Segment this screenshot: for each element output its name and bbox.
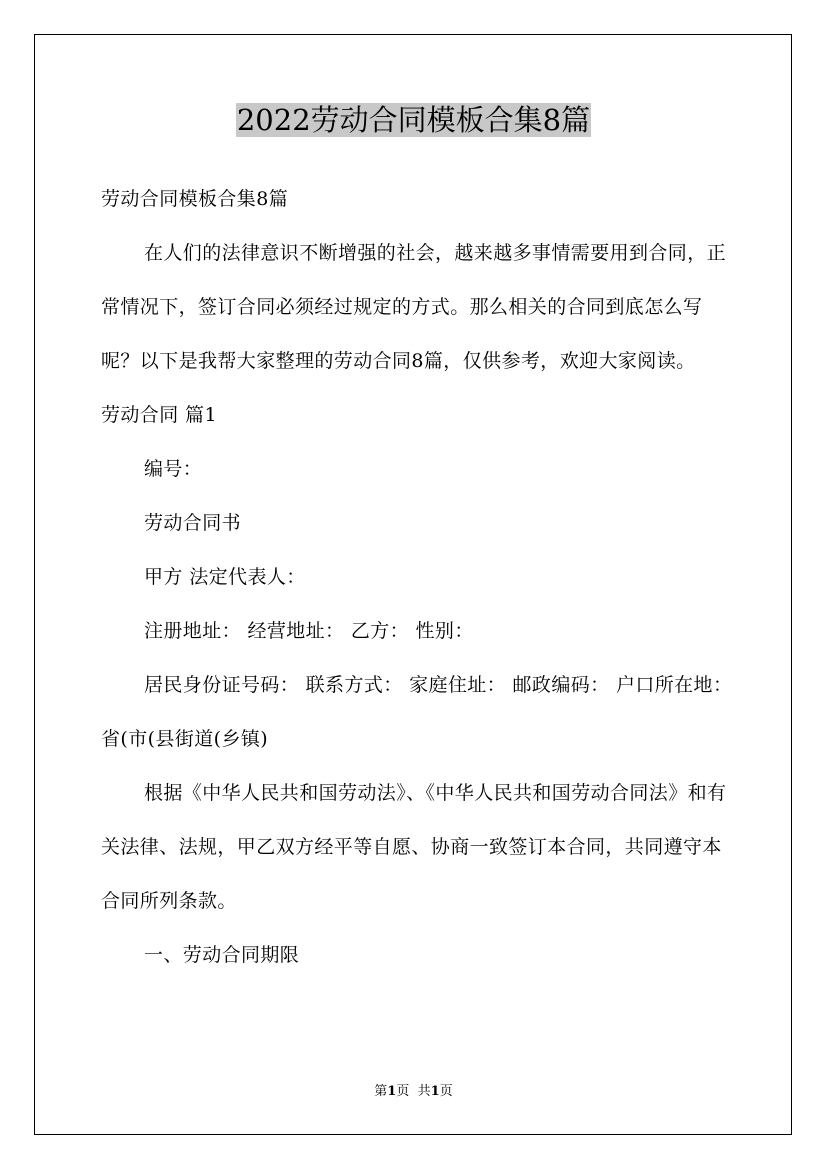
footer-total-prefix: 共 <box>417 1084 431 1099</box>
paragraph-0: 劳动合同模板合集8篇 <box>101 188 289 210</box>
paragraph-2: 劳动合同 篇1 <box>101 404 217 426</box>
paragraph-5: 甲方 法定代表人： <box>144 566 306 588</box>
document-title <box>0 100 827 140</box>
paragraph-4: 劳动合同书 <box>144 512 242 534</box>
document-body <box>101 172 741 982</box>
footer-page-suffix: 页 <box>396 1084 410 1099</box>
footer-prefix: 第 <box>374 1084 388 1099</box>
paragraph-8: 根据《中华人民共和国劳动法》、《中华人民共和国劳动合同法》和有关法律、法规，甲乙双方经平等自愿、协商一致签订本合同，共同遵守本合同所列条款。 <box>101 782 727 912</box>
paragraph-7: 居民身份证号码： 联系方式： 家庭住址： 邮政编码： 户口所在地：省(市(县街道(乡镇) <box>101 674 733 750</box>
footer-page-number: 1 <box>387 1084 397 1099</box>
footer-total-suffix: 页 <box>439 1084 453 1099</box>
footer-total-pages: 1 <box>430 1084 440 1099</box>
paragraph-1: 在人们的法律意识不断增强的社会，越来越多事情需要用到合同，正常情况下，签订合同必须经过规定的方式。那么相关的合同到底怎么写呢？以下是我帮大家整理的劳动合同8篇，仅供参考，欢迎大家阅读。 <box>101 242 727 372</box>
document-title-text: 2022劳动合同模板合集8篇 <box>236 103 591 137</box>
paragraph-6: 注册地址： 经营地址： 乙方： 性别： <box>144 620 474 642</box>
paragraph-3: 编号： <box>144 458 203 480</box>
paragraph-9: 一、劳动合同期限 <box>144 944 300 966</box>
page-footer <box>0 1083 827 1101</box>
